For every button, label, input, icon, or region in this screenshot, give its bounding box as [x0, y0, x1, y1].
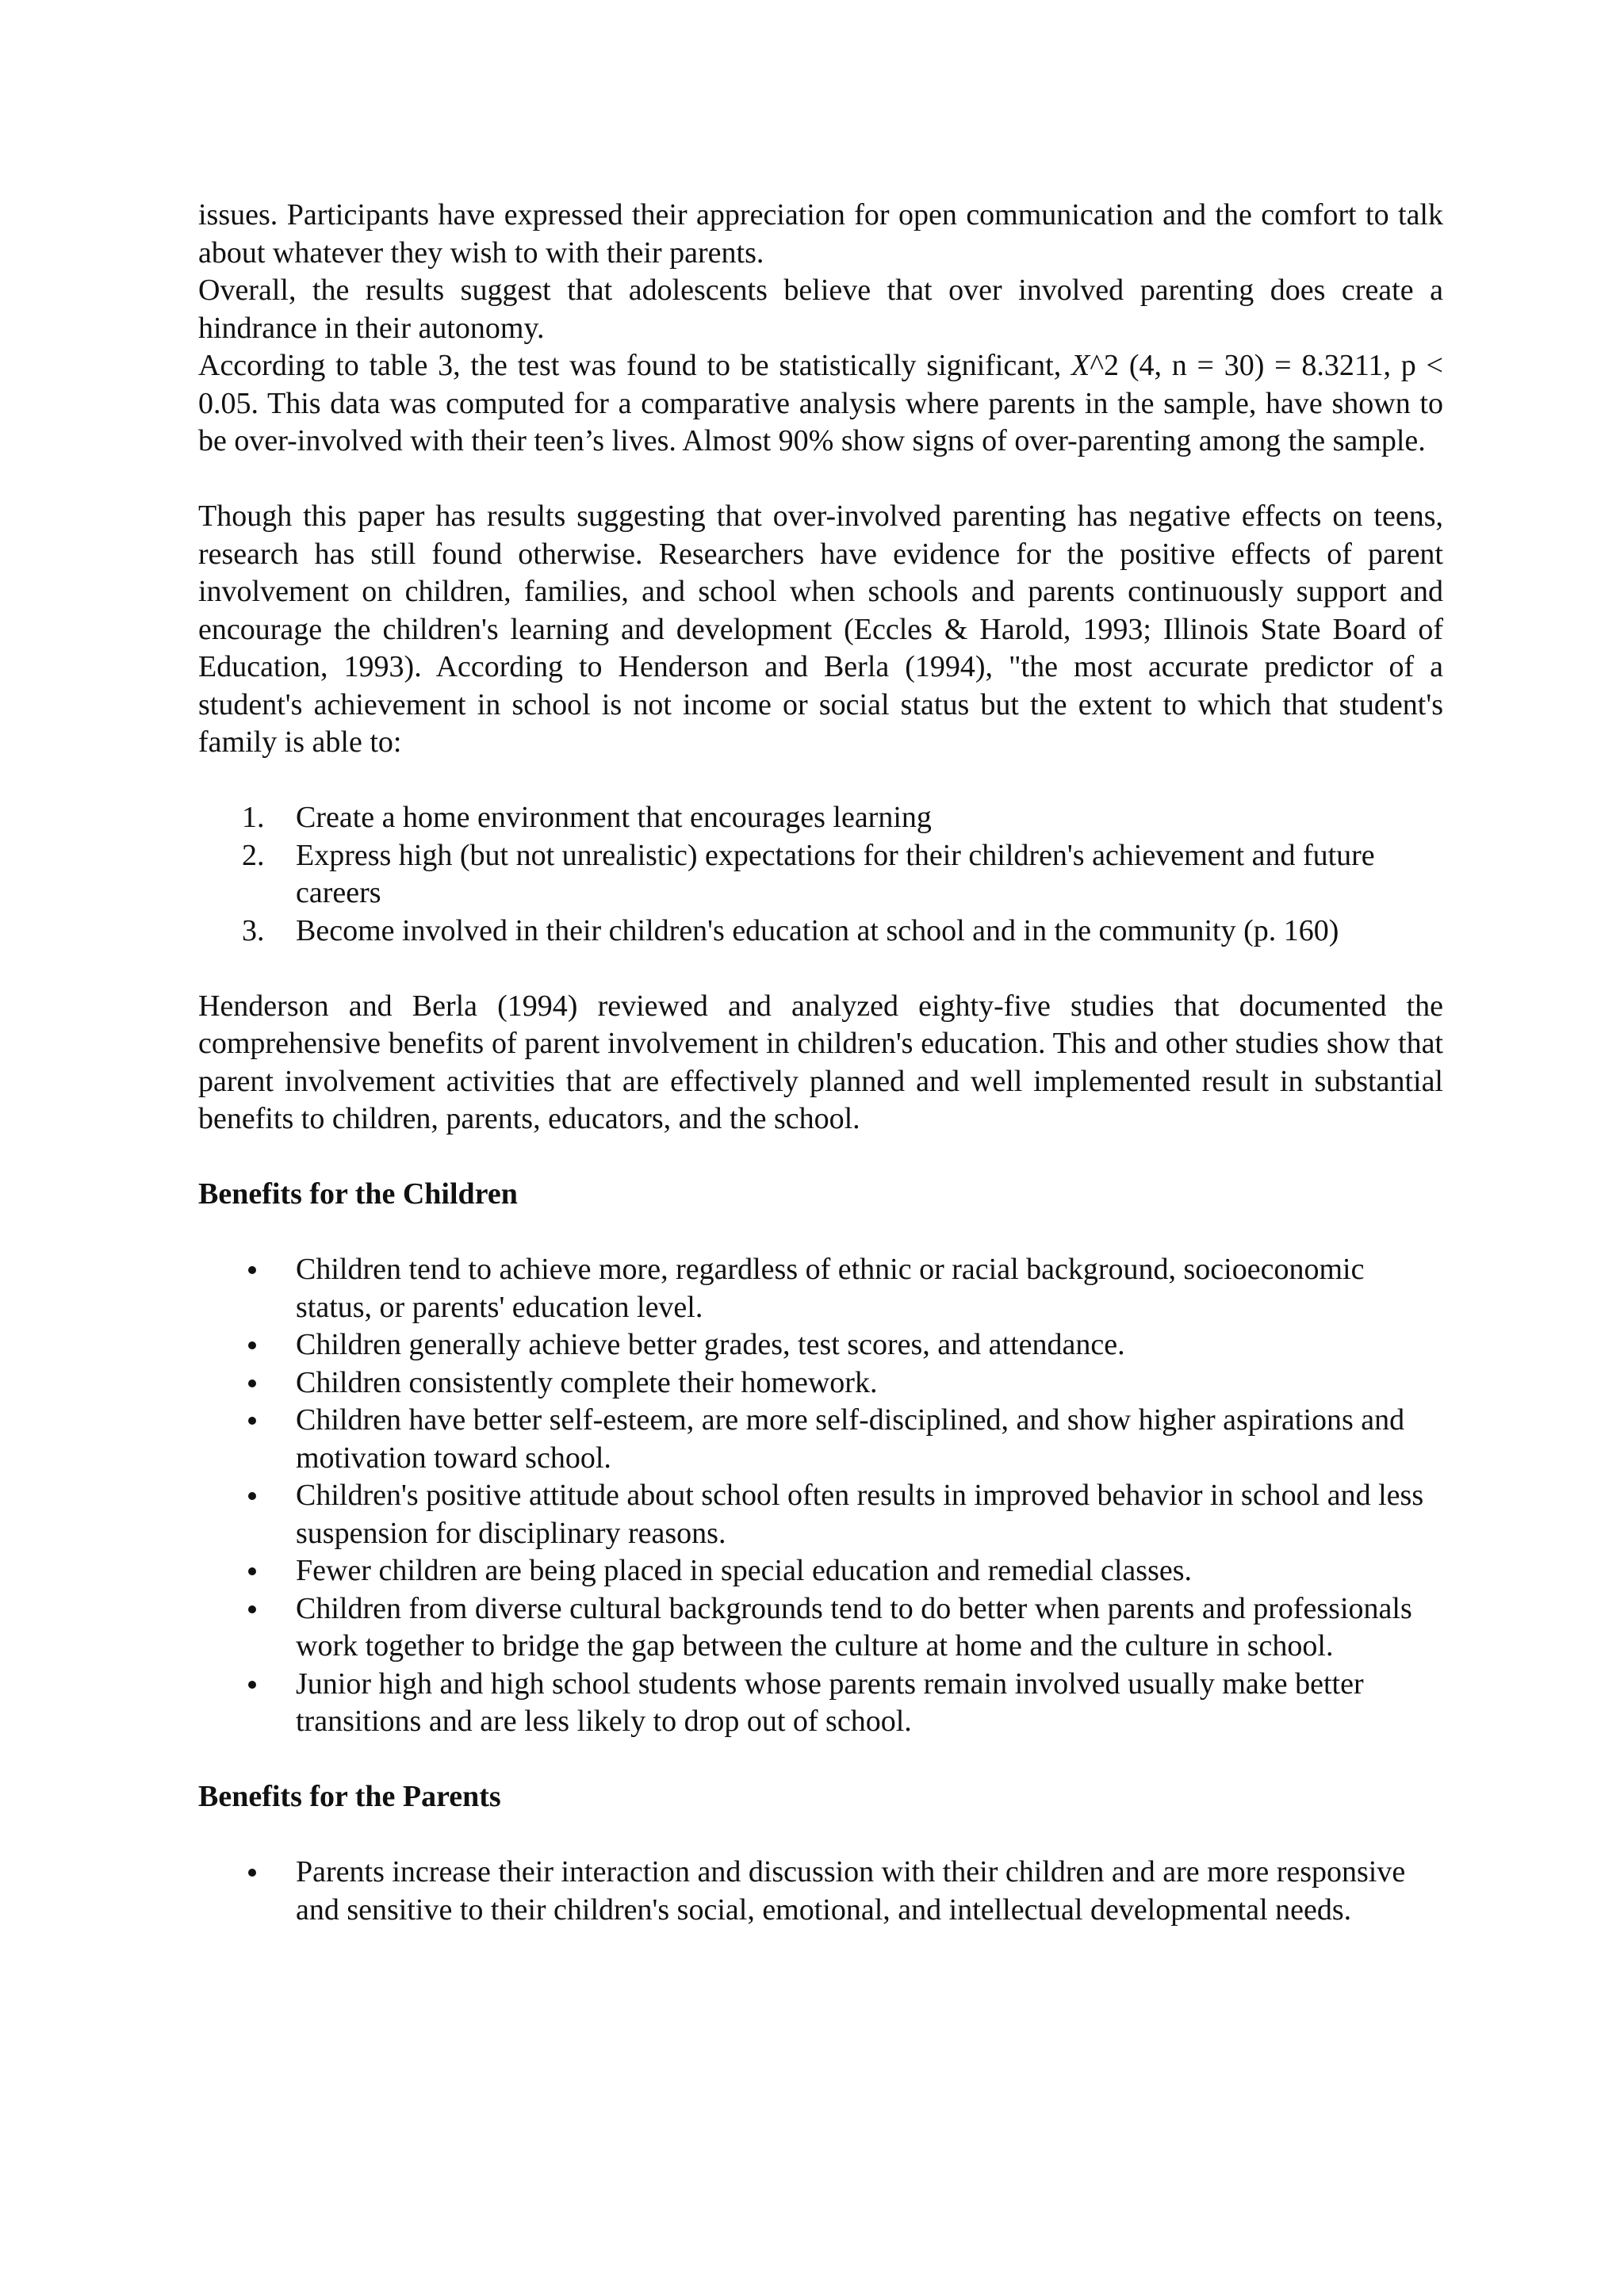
paragraph-statistics — [198, 347, 1443, 461]
bullet-icon — [248, 1681, 256, 1689]
list-item-text: Parents increase their interaction and discussion with their children and are more responsive and sensitive to their children's social, emotional, and intellectual developmental needs. — [296, 1855, 1406, 1927]
statistics-text-after: ^2 (4, n = 30) = 8.3211, p < 0.05. This data was computed for a comparative analysis where parents in the sample, have shown to be over-involved with their teen’s lives. Almost 90% show signs of over-parenting among the sample. — [198, 349, 1443, 457]
list-item — [198, 1477, 1443, 1552]
paragraph-research: Though this paper has results suggesting that over-involved parenting has negative effects on teens, research has still found otherwise. Researchers have evidence for the positive effects of parent involvement on children, families, and school when schools and parents continuously support and encourage the children's learning and development (Eccles & Harold, 1993; Illinois State Board of Education, 1993). According to Henderson and Berla (1994), "the most accurate predictor of a student's achievement in school is not income or social status but the extent to which that student's family is able to: — [198, 499, 1443, 759]
bullet-icon — [248, 1417, 256, 1425]
document-body — [198, 197, 1443, 1929]
spacer — [198, 1816, 1443, 1854]
list-item-text: Children consistently complete their homework. — [296, 1365, 878, 1399]
list-item-text: Become involved in their children's education at school and in the community (p. 160) — [296, 913, 1339, 947]
bullet-list-children — [198, 1251, 1443, 1741]
spacer — [198, 461, 1443, 499]
list-item-text: Children from diverse cultural backgrounds tend to do better when parents and professionals work together to bridge the gap between the culture at home and the culture in school. — [296, 1591, 1412, 1663]
statistics-text-before: According to table 3, the test was found to be statistically significant, — [198, 349, 1071, 382]
paragraph-participants: issues. Participants have expressed their appreciation for open communication and the comfort to talk about whatever they wish to with their parents. — [198, 198, 1443, 270]
bullet-icon — [248, 1266, 256, 1274]
list-item-text: Children generally achieve better grades, test scores, and attendance. — [296, 1328, 1125, 1361]
bullet-icon — [248, 1380, 256, 1387]
paragraph-henderson-berla: Henderson and Berla (1994) reviewed and analyzed eighty-five studies that documented the comprehensive benefits of parent involvement in children's education. This and other studies show that parent involvement activities that are effectively planned and well implemented result in substantial benefits to children, parents, educators, and the school. — [198, 989, 1443, 1135]
bullet-icon — [248, 1492, 256, 1500]
list-item — [198, 1364, 1443, 1402]
list-item — [198, 1326, 1443, 1364]
list-number: 3. — [242, 913, 265, 947]
spacer — [198, 950, 1443, 988]
bullet-icon — [248, 1341, 256, 1349]
list-item — [198, 1854, 1443, 1929]
chi-square-variable: X — [1071, 349, 1090, 382]
list-item-text: Children have better self-esteem, are more self-disciplined, and show higher aspirations and motivation toward school. — [296, 1403, 1405, 1475]
spacer — [198, 1138, 1443, 1177]
heading-benefits-parents: Benefits for the Parents — [198, 1780, 501, 1813]
list-item-text: Children's positive attitude about school often results in improved behavior in school and less suspension for disciplinary reasons. — [296, 1479, 1424, 1550]
bullet-icon — [248, 1567, 256, 1575]
numbered-list-item — [198, 799, 1443, 837]
list-item — [198, 1590, 1443, 1666]
paragraph-overall: Overall, the results suggest that adolescents believe that over involved parenting does create a hindrance in their autonomy. — [198, 274, 1443, 345]
bullet-list-parents — [198, 1854, 1443, 1929]
list-item — [198, 1251, 1443, 1326]
numbered-list-item — [198, 913, 1443, 951]
list-item — [198, 1402, 1443, 1477]
list-item-text: Fewer children are being placed in special education and remedial classes. — [296, 1554, 1193, 1587]
heading-benefits-children: Benefits for the Children — [198, 1177, 518, 1211]
list-number: 2. — [242, 838, 265, 872]
numbered-list — [198, 799, 1443, 950]
spacer — [198, 1741, 1443, 1779]
bullet-icon — [248, 1605, 256, 1613]
spacer — [198, 762, 1443, 800]
list-item — [198, 1666, 1443, 1741]
list-item — [198, 1552, 1443, 1590]
bullet-icon — [248, 1869, 256, 1877]
list-item-text: Express high (but not unrealistic) expectations for their children's achievement and future careers — [296, 838, 1375, 909]
list-item-text: Junior high and high school students whose parents remain involved usually make better transitions and are less likely to drop out of school. — [296, 1667, 1364, 1738]
numbered-list-item — [198, 837, 1443, 913]
spacer — [198, 1214, 1443, 1252]
list-item-text: Children tend to achieve more, regardless of ethnic or racial background, socioeconomic status, or parents' education level. — [296, 1253, 1365, 1324]
list-item-text: Create a home environment that encourages learning — [296, 801, 932, 834]
list-number: 1. — [242, 801, 265, 834]
